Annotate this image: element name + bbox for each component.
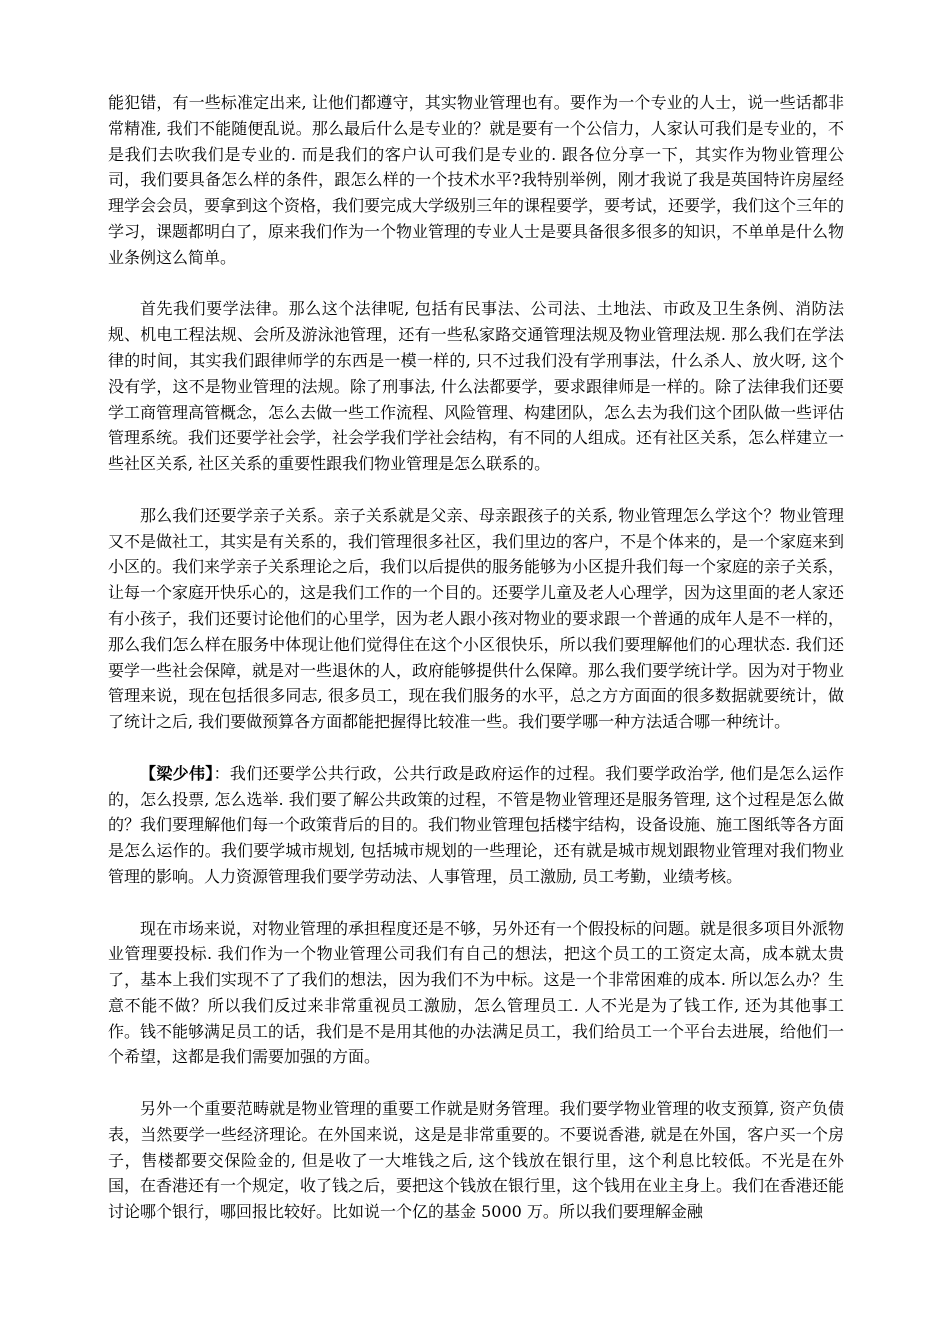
paragraph-3 — [108, 503, 844, 735]
paragraph-3-text: 那么我们还要学亲子关系。亲子关系就是父亲、母亲跟孩子的关系, 物业管理怎么学这个？物业管理又不是做社工，其实是有关系的，我们管理很多社区，我们里边的客户，不是个体来的，是一个家庭来到小区的。我们来学亲子关系理论之后，我们以后提供的服务能够为小区提升我们每一个家庭的亲子关系，让每一个家庭开快乐心的，这是我们工作的一个目的。还要学儿童及老人心理学，因为这里面的老人家还有小孩子，我们还要讨论他们的心里学，因为老人跟小孩对物业的要求跟一个普通的成年人是不一样的，那么我们怎么样在服务中体现让他们觉得住在这个小区很快乐，所以我们要理解他们的心理状态. 我们还要学一些社会保障，就是对一些退休的人，政府能够提供什么保障。那么我们要学统计学。因为对于物业管理来说，现在包括很多同志, 很多员工，现在我们服务的水平，总之方方面面的很多数据就要统计，做了统计之后, 我们要做预算各方面都能把握得比较准一些。我们要学哪一种方法适合哪一种统计。 — [108, 505, 845, 732]
document-page — [108, 90, 844, 1251]
paragraph-2-text: 首先我们要学法律。那么这个法律呢, 包括有民事法、公司法、土地法、市政及卫生条例、消防法规、机电工程法规、会所及游泳池管理，还有一些私家路交通管理法规及物业管理法规. 那么我们在学法律的时间，其实我们跟律师学的东西是一模一样的, 只不过我们没有学刑事法，什么杀人、放火呀, 这个没有学，这不是物业管理的法规。除了刑事法, 什么法都要学，要求跟律师是一样的。除了法律我们还要学工商管理高管概念，怎么去做一些工作流程、风险管理、构建团队，怎么去为我们这个团队做一些评估管理系统。我们还要学社会学，社会学我们学社会结构，有不同的人组成。还有社区关系，怎么样建立一些社区关系, 社区关系的重要性跟我们物业管理是怎么联系的。 — [108, 299, 845, 474]
paragraph-5 — [108, 916, 844, 1071]
paragraph-1-text: 能犯错，有一些标准定出来, 让他们都遵守，其实物业管理也有。要作为一个专业的人士，说一些话都非常精准, 我们不能随便乱说。那么最后什么是专业的？就是要有一个公信力，人家认可我们是专业的，不是我们去吹我们是专业的. 而是我们的客户认可我们是专业的. 跟各位分享一下，其实作为物业管理公司，我们要具备怎么样的条件，跟怎么样的一个技术水平?我特别举例，刚才我说了我是英国特许房屋经理学会会员，要拿到这个资格，我们要完成大学级别三年的课程要学，要考试，还要学，我们这个三年的学习，课题都明白了，原来我们作为一个物业管理的专业人士是要具备很多很多的知识，不单单是什么物业条例这么简单。 — [108, 93, 845, 267]
paragraph-2 — [108, 296, 844, 477]
paragraph-5-text: 现在市场来说，对物业管理的承担程度还是不够，另外还有一个假投标的问题。就是很多项目外派物业管理要投标. 我们作为一个物业管理公司我们有自己的想法，把这个员工的工资定太高，成本就太贵了，基本上我们实现不了了我们的想法，因为我们不为中标。这是一个非常困难的成本. 所以怎么办？生意不能不做？所以我们反过来非常重视员工激励，怎么管理员工. 人不光是为了钱工作, 还为其他事工作。钱不能够满足员工的话，我们是不是用其他的办法满足员工，我们给员工一个平台去进展，给他们一个希望，这都是我们需要加强的方面。 — [108, 918, 845, 1067]
speaker-label: 【梁少伟】 — [140, 763, 214, 783]
paragraph-4-text: ：我们还要学公共行政，公共行政是政府运作的过程。我们要学政治学, 他们是怎么运作的，怎么投票, 怎么选举. 我们要了解公共政策的过程，不管是物业管理还是服务管理, 这个过程是怎么做的？我们要理解他们每一个政策背后的目的。我们物业管理包括楼宇结构，设备设施、施工图纸等各方面是怎么运作的。我们要学城市规划, 包括城市规划的一些理论，还有就是城市规划跟物业管理对我们物业管理的影响。人力资源管理我们要学劳动法、人事管理，员工激励, 员工考勤，业绩考核。 — [108, 763, 845, 886]
paragraph-6 — [108, 1096, 844, 1225]
paragraph-1 — [108, 90, 844, 271]
paragraph-6-text: 另外一个重要范畴就是物业管理的重要工作就是财务管理。我们要学物业管理的收支预算, 资产负债表，当然要学一些经济理论。在外国来说，这是是非常重要的。不要说香港, 就是在外国，客户买一个房子，售楼都要交保险金的, 但是收了一大堆钱之后, 这个钱放在银行里，这个利息比较低。不光是在外国，在香港还有一个规定，收了钱之后，要把这个钱放在银行里，这个钱用在业主身上。我们在香港还能讨论哪个银行，哪回报比较好。比如说一个亿的基金 5000 万。所以我们要理解金融 — [108, 1099, 845, 1222]
paragraph-4 — [108, 761, 844, 890]
